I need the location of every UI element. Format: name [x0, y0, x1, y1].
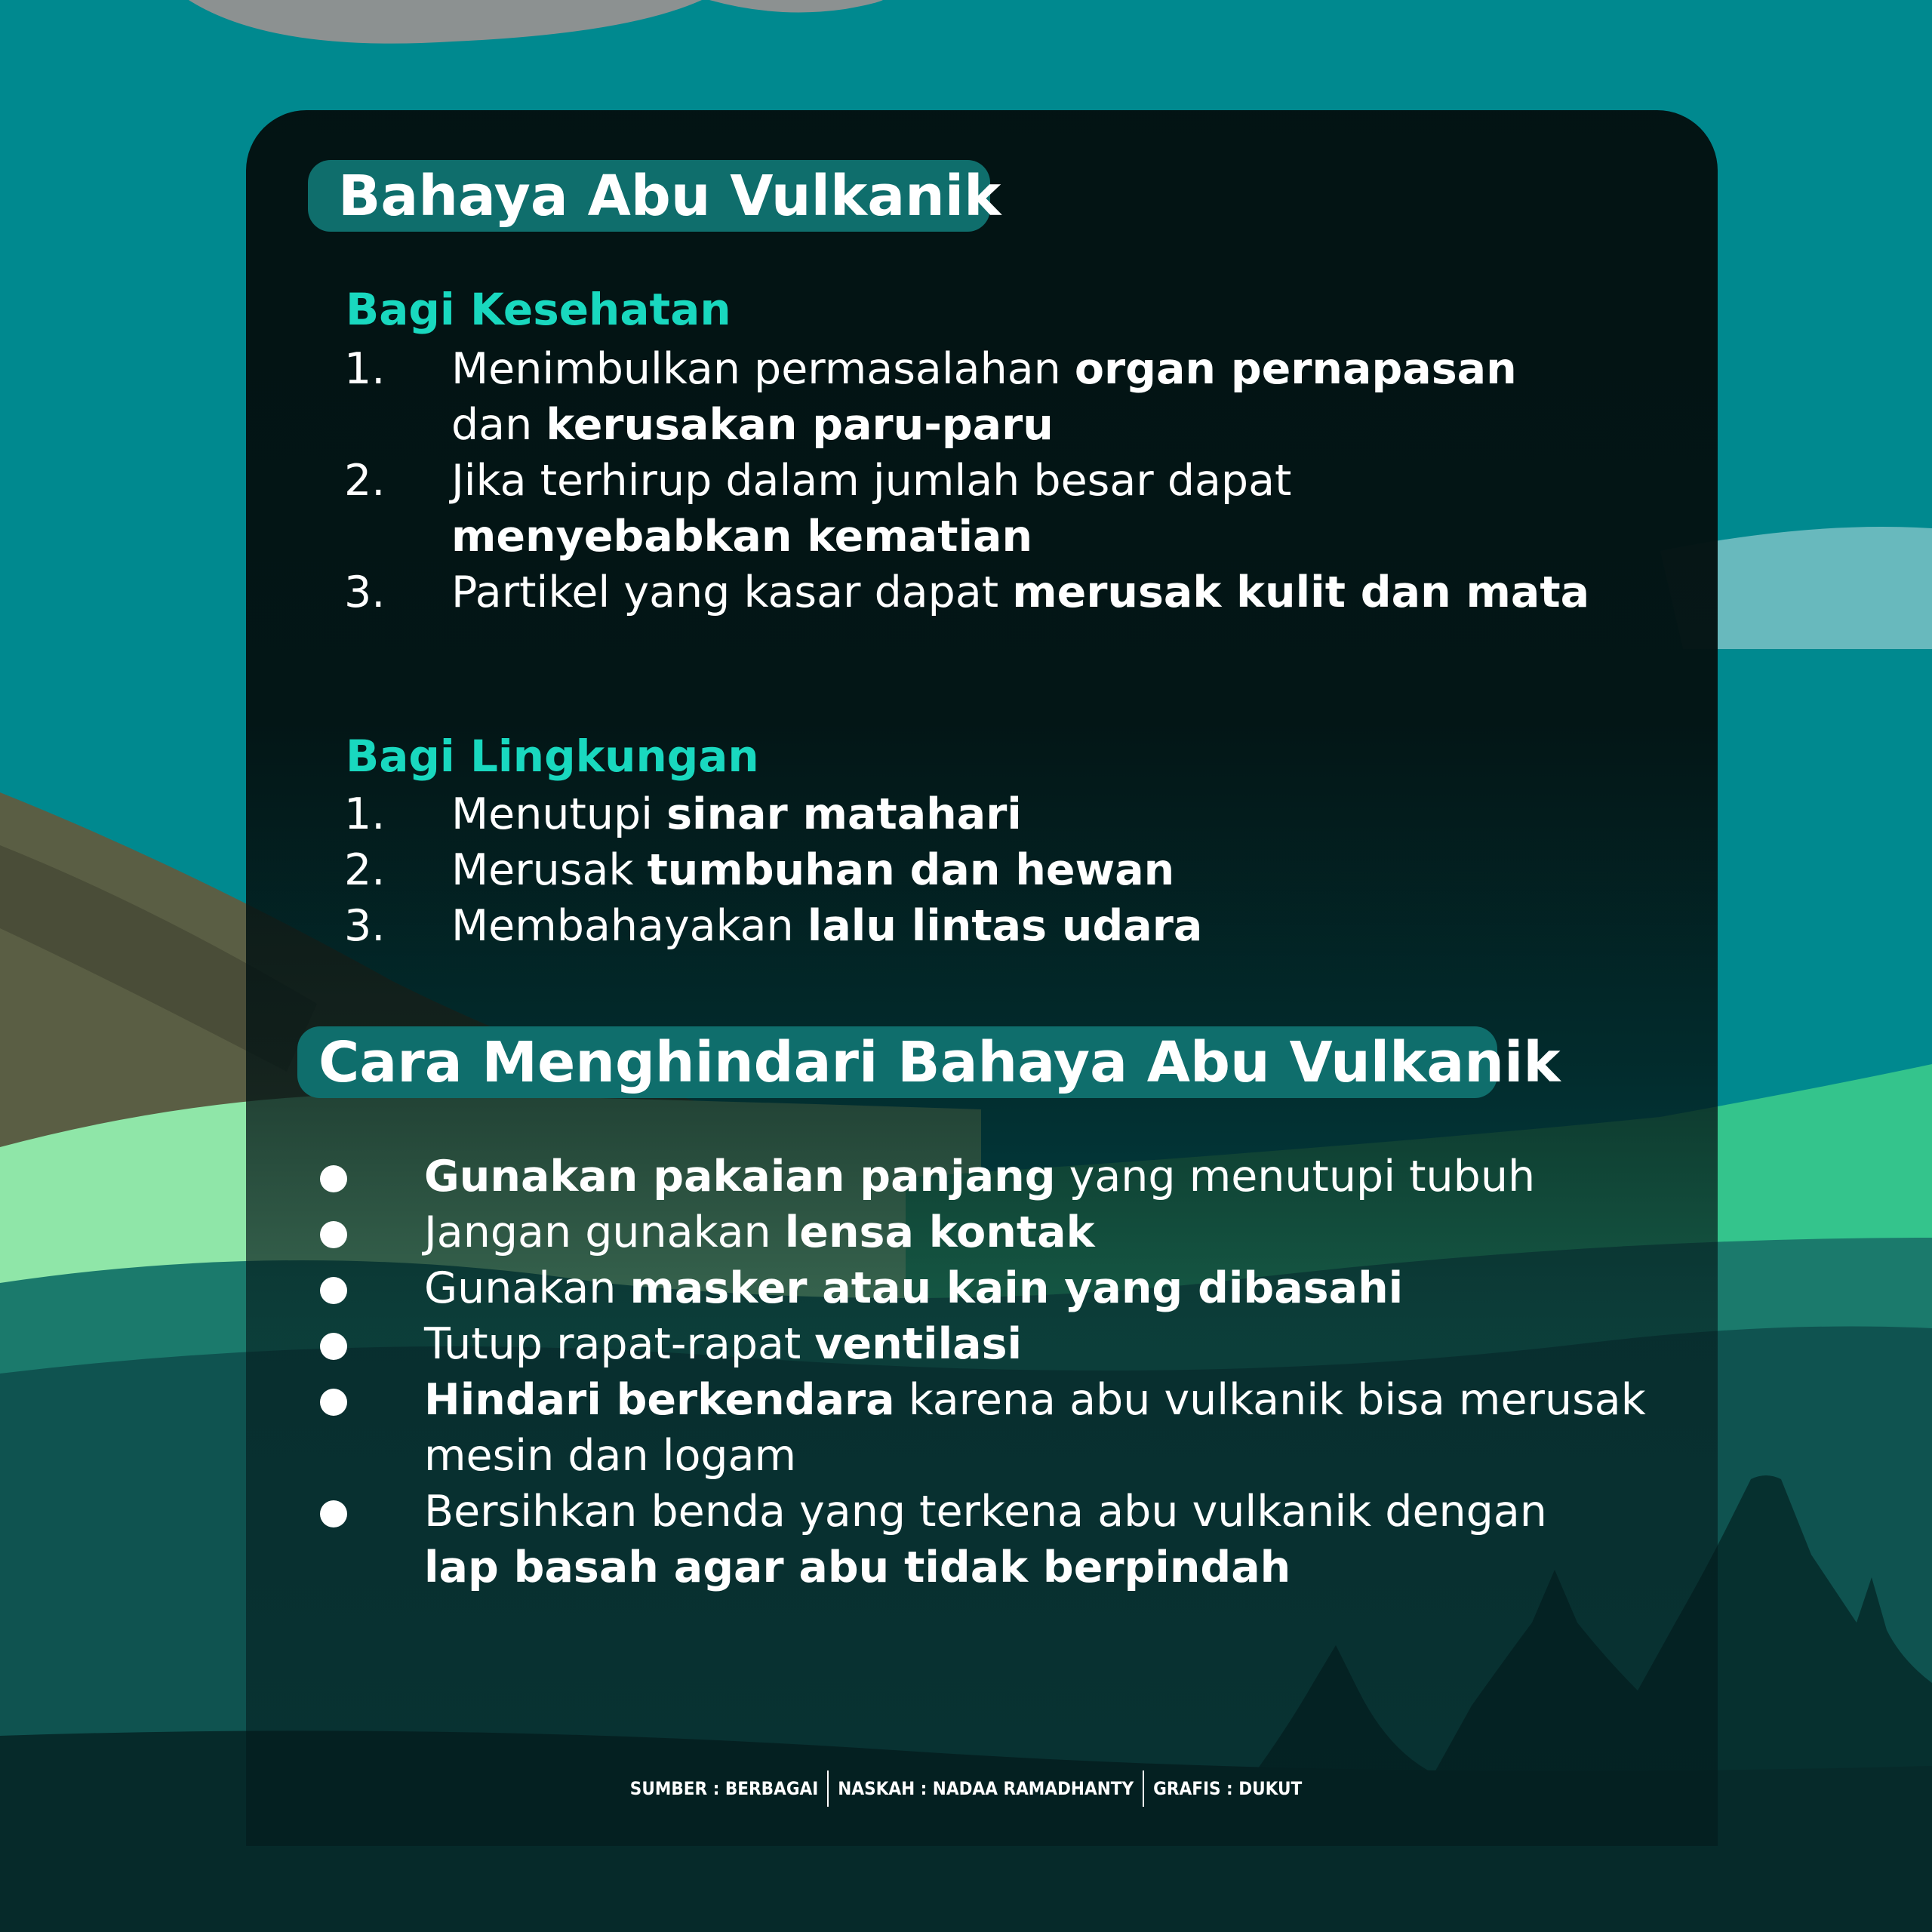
environment-list	[344, 786, 1642, 954]
list-number: 1.	[344, 344, 386, 394]
list-item	[320, 1372, 1686, 1484]
item-bold: lap basah agar abu tidak berpindah	[424, 1543, 1291, 1592]
section-title-prevention-text: Cara Menghindari Bahaya Abu Vulkanik	[318, 1029, 1561, 1095]
list-item	[344, 842, 1642, 898]
credits-line	[0, 1770, 1932, 1807]
section-title-hazards-text: Bahaya Abu Vulkanik	[338, 163, 1001, 229]
item-text: Bersihkan benda yang terkena abu vulkanik dengan	[424, 1487, 1547, 1537]
item-bold: Gunakan pakaian panjang	[424, 1152, 1056, 1201]
item-bold: organ pernapasan	[1074, 344, 1517, 394]
subheading-environment: Bagi Lingkungan	[346, 731, 759, 782]
list-item	[320, 1316, 1686, 1372]
item-text: Menutupi	[451, 789, 667, 839]
item-bold: sinar matahari	[666, 789, 1022, 839]
item-text: Menimbulkan permasalahan	[451, 344, 1075, 394]
credit-graphics: GRAFIS : DUKUT	[1153, 1778, 1303, 1799]
credit-divider	[827, 1770, 829, 1807]
section-title-prevention	[297, 1026, 1561, 1098]
item-bold: menyebabkan kematian	[451, 512, 1033, 561]
list-item	[344, 898, 1642, 954]
subheading-health: Bagi Kesehatan	[346, 284, 731, 335]
item-bold: Hindari berkendara	[424, 1375, 895, 1425]
list-item	[344, 453, 1642, 565]
credit-divider	[1143, 1770, 1144, 1807]
section-title-hazards	[308, 160, 1001, 232]
item-text: Jika terhirup dalam jumlah besar dapat	[451, 456, 1292, 506]
item-bold: ventilasi	[814, 1319, 1023, 1369]
item-text: dan	[451, 400, 546, 450]
item-bold: tumbuhan dan hewan	[647, 845, 1175, 895]
list-item	[344, 565, 1642, 620]
item-text: Gunakan	[424, 1263, 630, 1313]
list-item	[320, 1149, 1686, 1204]
item-text: Tutup rapat-rapat	[424, 1319, 815, 1369]
item-text: yang menutupi tubuh	[1055, 1152, 1536, 1201]
list-number: 1.	[344, 789, 386, 839]
health-list	[344, 341, 1642, 620]
list-item	[344, 341, 1642, 453]
bullet-icon	[320, 1333, 347, 1360]
list-item	[344, 786, 1642, 842]
bullet-icon	[320, 1165, 347, 1192]
item-bold: kerusakan paru-paru	[546, 400, 1054, 450]
item-text: karena abu vulkanik bisa merusak mesin dan logam	[424, 1375, 1646, 1481]
credit-source: SUMBER : BERBAGAI	[629, 1778, 819, 1799]
bullet-icon	[320, 1500, 347, 1527]
item-text: Merusak	[451, 845, 648, 895]
list-item	[320, 1204, 1686, 1260]
item-text: Partikel yang kasar dapat	[451, 568, 1013, 617]
prevention-list	[320, 1149, 1686, 1595]
item-text: Jangan gunakan	[424, 1208, 785, 1257]
list-number: 3.	[344, 568, 386, 617]
bullet-icon	[320, 1221, 347, 1248]
list-item	[320, 1484, 1686, 1595]
list-item	[320, 1260, 1686, 1316]
list-number: 2.	[344, 845, 386, 895]
bullet-icon	[320, 1389, 347, 1416]
item-bold: lensa kontak	[784, 1208, 1095, 1257]
list-number: 2.	[344, 456, 386, 506]
credit-writer: NASKAH : NADAA RAMADHANTY	[838, 1778, 1134, 1799]
item-bold: masker atau kain yang dibasahi	[629, 1263, 1404, 1313]
item-bold: merusak kulit dan mata	[1012, 568, 1590, 617]
list-number: 3.	[344, 901, 386, 951]
item-bold: lalu lintas udara	[807, 901, 1203, 951]
item-text: Membahayakan	[451, 901, 808, 951]
bullet-icon	[320, 1277, 347, 1304]
